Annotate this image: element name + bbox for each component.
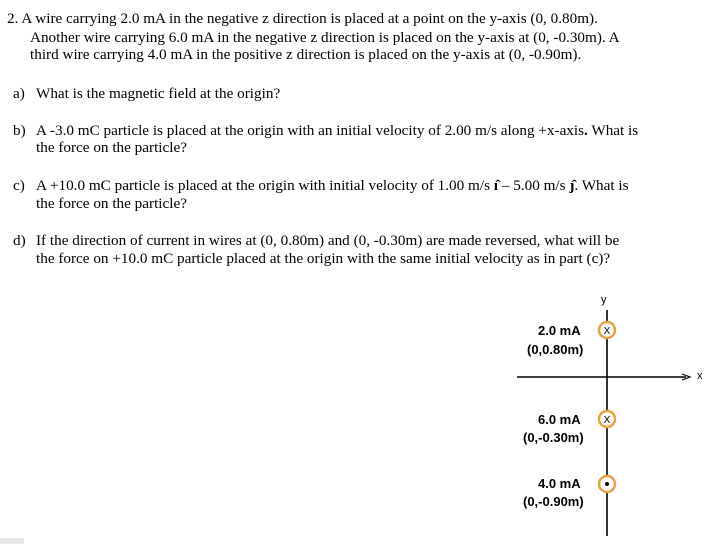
question-c-line-1: A +10.0 mC particle is placed at the origin with initial velocity of 1.00 m/s ı̂ – 5.00 m/s ȷ̂. What is [36,177,629,194]
question-a-label: a) [13,85,25,102]
wire-2-current: 6.0 mA [538,412,581,427]
problem-line-2: Another wire carrying 6.0 mA in the negative z direction is placed on the y-axis at (0, -0.30m). A [30,29,620,46]
j-hat: ȷ̂ [569,177,575,194]
wire-2-symbol: X [603,415,611,426]
i-hat: ı̂ [493,177,499,194]
question-c-line-2: the force on the particle? [36,195,187,212]
question-d-line-1: If the direction of current in wires at (0, 0.80m) and (0, -0.30m) are made reversed, what will be [36,232,620,249]
question-d-line-2: the force on +10.0 mC particle placed at the origin with the same initial velocity as in part (c)? [36,250,611,267]
question-a-text: What is the magnetic field at the origin? [36,85,281,102]
wire-1-current: 2.0 mA [538,323,581,338]
wire-1-position: (0,0.80m) [527,342,584,357]
bottom-tab [0,538,24,544]
question-b-label: b) [13,122,26,139]
wire-3-current: 4.0 mA [538,476,581,491]
y-axis-label: y [601,294,607,306]
problem-line-1: 2. A wire carrying 2.0 mA in the negative z direction is placed at a point on the y-axis (0, 0.80m). [7,10,598,27]
wire-2-position: (0,-0.30m) [523,430,584,445]
question-b-line-1: A -3.0 mC particle is placed at the origin with an initial velocity of 2.00 m/s along +x-axis. What is [36,122,639,139]
wire-3-marker [599,476,615,492]
wire-3-position: (0,-0.90m) [523,494,584,509]
x-axis-label: x [697,370,703,382]
problem-line-3: third wire carrying 4.0 mA in the positive z direction is placed on the y-axis at (0, -0.90m). [30,46,582,63]
question-d-label: d) [13,232,26,249]
question-c-label: c) [13,177,25,194]
wire-1-symbol: X [603,326,611,337]
question-b-line-2: the force on the particle? [36,139,187,156]
wire-2-marker [599,411,615,427]
wire-1-marker [599,322,615,338]
